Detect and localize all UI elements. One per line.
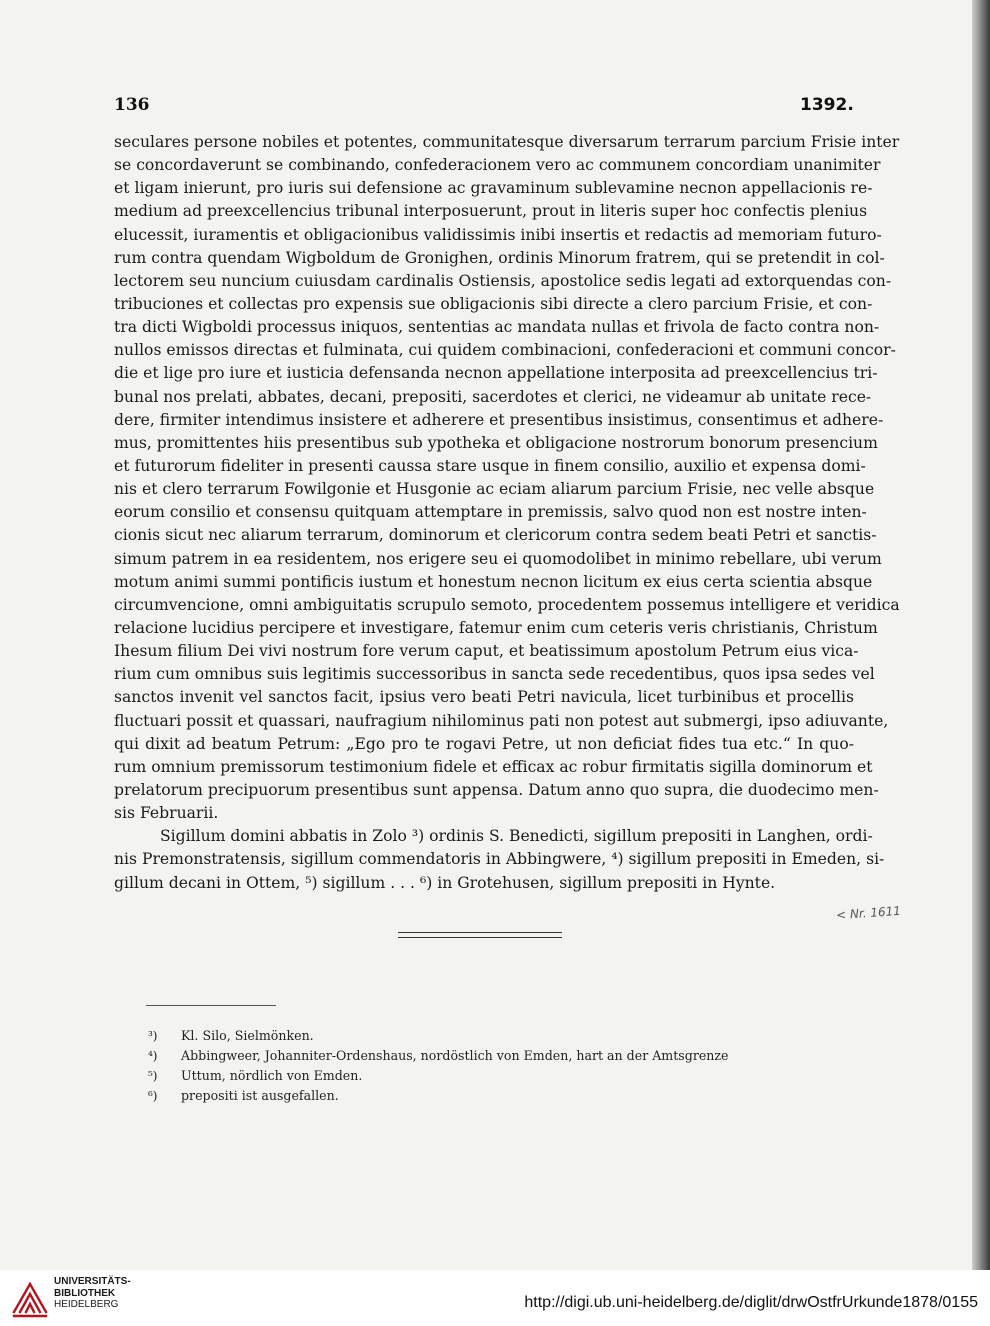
text-line: lectorem seu nuncium cuiusdam cardinalis Ostiensis, apostolice sedis legati ad extorquendas con- xyxy=(114,271,892,290)
university-library-logo-icon xyxy=(10,1276,50,1320)
text-line: Ihesum filium Dei vivi nostrum fore verum caput, et beatissimum apostolum Petrum eius vica- xyxy=(114,642,859,661)
footnote-text: Kl. Silo, Sielmönken. xyxy=(181,1028,314,1043)
footnote-text: Uttum, nördlich von Emden. xyxy=(181,1068,363,1083)
footnote-marker: ⁴) xyxy=(148,1049,158,1063)
text-line: rum omnium premissorum testimonium fidele et efficax ac robur firmitatis sigilla dominorum et xyxy=(114,757,873,776)
text-line: tribuciones et collectas pro expensis sue obligacionis sibi directe a clero parcium Frisie, et con- xyxy=(114,294,873,313)
text-line: sis Februarii. xyxy=(114,804,219,823)
text-line: et futurorum fideliter in presenti caussa stare usque in finem consilio, auxilio et expensa domi- xyxy=(114,456,866,475)
footnotes xyxy=(148,1026,768,1106)
footnote xyxy=(148,1066,768,1086)
footnote xyxy=(148,1086,768,1106)
text-line: prelatorum precipuorum presentibus sunt appensa. Datum anno quo supra, die duodecimo men- xyxy=(114,780,879,799)
text-line: fluctuari possit et quassari, naufragium nihilominus pati non potest aut submergi, ipso adiuvante, xyxy=(114,711,889,730)
seal-line: gillum decani in Ottem, ⁵) sigillum . . . ⁶) in Grotehusen, sigillum prepositi in Hynte. xyxy=(114,873,776,892)
text-line: eorum consilio et consensu quitquam attemptare in premissis, salvo quod non est nostre inten- xyxy=(114,503,867,522)
text-line: rum contra quendam Wigboldum de Gronighen, ordinis Minorum fratrem, qui se pretendit in col- xyxy=(114,248,885,267)
text-line: se concordaverunt se combinando, confederacionem vero ac communem concordiam unanimiter xyxy=(114,156,881,175)
text-line: mus, promittentes hiis presentibus sub ypotheka et obligacione nostrorum bonorum presencium xyxy=(114,433,878,452)
footnote-rule xyxy=(146,1005,276,1006)
text-line: qui dixit ad beatum Petrum: „Ego pro te rogavi Petre, ut non deficiat fides tua etc.“ In quo- xyxy=(114,734,854,753)
text-line: die et lige pro iure et iusticia defensanda necnon appellatione interposita ad preexcellencius tri- xyxy=(114,364,878,383)
footnote xyxy=(148,1026,768,1046)
text-line: tra dicti Wigboldi processus iniquos, sententias ac mandata nullas et frivola de facto contra non- xyxy=(114,318,880,337)
text-line: rium cum omnibus suis legitimis successoribus in sancta sede recedentibus, quos ipsa sedes vel xyxy=(114,665,875,684)
library-name-line: UNIVERSITÄTS- xyxy=(54,1276,131,1287)
text-line: seculares persone nobiles et potentes, communitatesque diversarum terrarum parcium Frisie inter xyxy=(114,133,900,151)
section-divider xyxy=(398,932,562,938)
text-line: elucessit, iuramentis et obligacionibus validissimis inibi insertis et redactis ad memoriam futuro- xyxy=(114,225,882,244)
scan-edge-shadow xyxy=(972,0,990,1270)
text-line: circumvencione, omni ambiguitatis scrupulo semoto, procedentem possemus intelligere et veridica xyxy=(114,595,900,614)
permalink-url[interactable]: http://digi.ub.uni-heidelberg.de/diglit/drwOstfrUrkunde1878/0155 xyxy=(524,1294,978,1311)
footnote-text: Abbingweer, Johanniter-Ordenshaus, nordöstlich von Emden, hart an der Amtsgrenze xyxy=(181,1048,729,1063)
text-line: nis et clero terrarum Fowilgonie et Husgonie ac eciam aliarum parcium Frisie, nec velle absque xyxy=(114,480,875,499)
library-name-line: BIBLIOTHEK xyxy=(54,1287,116,1299)
library-name xyxy=(54,1276,131,1311)
page-year-heading: 1392. xyxy=(800,95,854,115)
seal-line: nis Premonstratensis, sigillum commendatoris in Abbingwere, ⁴) sigillum prepositi in Emeden, si- xyxy=(114,850,885,869)
handwritten-note: < Nr. 1611 xyxy=(835,903,902,923)
page-number: 136 xyxy=(114,95,150,115)
text-line: nullos emissos directas et fulminata, cui quidem combinacioni, confederacioni et communi concor- xyxy=(114,341,896,360)
text-line: cionis sicut nec aliarum terrarum, dominorum et clericorum contra sedem beati Petri et sanctis- xyxy=(114,526,877,545)
footnote-marker: ⁵) xyxy=(148,1069,158,1083)
library-name-line: HEIDELBERG xyxy=(54,1299,119,1310)
footnote-marker: ⁶) xyxy=(148,1089,158,1103)
footnote xyxy=(148,1046,768,1066)
text-line: et ligam inierunt, pro iuris sui defensione ac gravaminum sublevamine necnon appellacionis re- xyxy=(114,179,873,198)
text-line: bunal nos prelati, abbates, decani, prepositi, sacerdotes et clerici, ne videamur ab unitate rece- xyxy=(114,387,872,406)
text-line: motum animi summi pontificis iustum et honestum necnon licitum ex eius certa scientia absque xyxy=(114,572,873,591)
seal-line: Sigillum domini abbatis in Zolo ³) ordinis S. Benedicti, sigillum prepositi in Langhen, ordi- xyxy=(160,827,873,846)
footnote-text: prepositi ist ausgefallen. xyxy=(181,1088,339,1103)
text-line: relacione lucidius percipere et investigare, fatemur enim cum ceteris veris christianis, Christum xyxy=(114,618,878,637)
text-line: sanctos invenit vel sanctos facit, ipsius vero beati Petri navicula, licet turbinibus et procellis xyxy=(114,688,854,707)
footnote-marker: ³) xyxy=(148,1029,158,1043)
text-line: dere, firmiter intendimus insistere et adherere et presentibus insistimus, consentimus et adhere- xyxy=(114,410,884,429)
text-line: medium ad preexcellencius tribunal interposuerunt, prout in literis super hoc confectis plenius xyxy=(114,202,868,221)
text-line: simum patrem in ea residentem, nos erigere seu ei quomodolibet in minimo rebellare, ubi verum xyxy=(114,549,882,568)
charter-text xyxy=(114,131,900,895)
